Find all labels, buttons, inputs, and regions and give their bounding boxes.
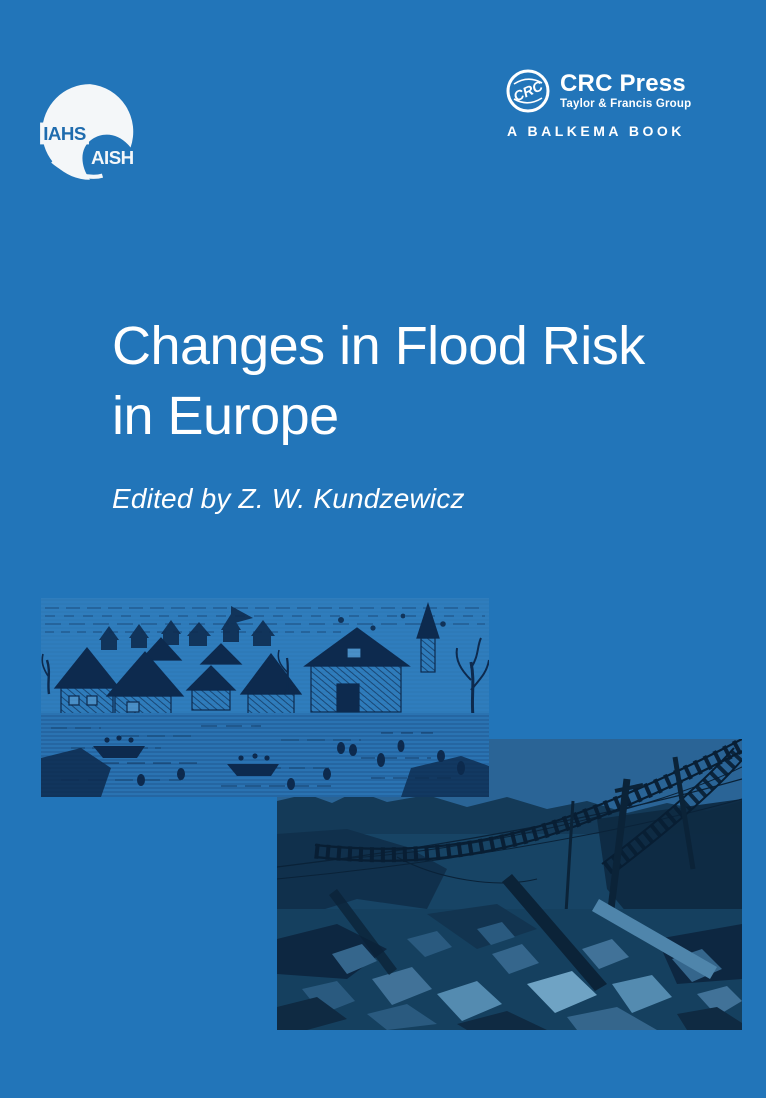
book-editor: Edited by Z. W. Kundzewicz: [112, 483, 465, 514]
taylor-francis-group: Taylor & Francis Group: [560, 97, 692, 110]
crc-names: [560, 69, 692, 111]
flood-engraving-art: [41, 598, 489, 797]
crc-press-row: [505, 68, 735, 114]
iahs-wave-icon: [38, 82, 142, 182]
crc-press-name: CRC Press: [560, 69, 686, 97]
iahs-text: IAHS: [43, 123, 86, 145]
crc-badge-icon: [505, 68, 551, 114]
flood-engraving-image: [41, 598, 489, 797]
book-title: [112, 311, 645, 451]
crc-press-logo: [505, 68, 735, 139]
book-title-line2: in Europe: [112, 386, 339, 446]
crc-badge-text: CRC: [510, 77, 546, 105]
balkema-imprint: A BALKEMA BOOK: [507, 123, 685, 139]
iahs-aish-logo: [38, 82, 142, 180]
aish-text: AISH: [91, 147, 134, 169]
book-title-line1: Changes in Flood Risk: [112, 316, 645, 376]
